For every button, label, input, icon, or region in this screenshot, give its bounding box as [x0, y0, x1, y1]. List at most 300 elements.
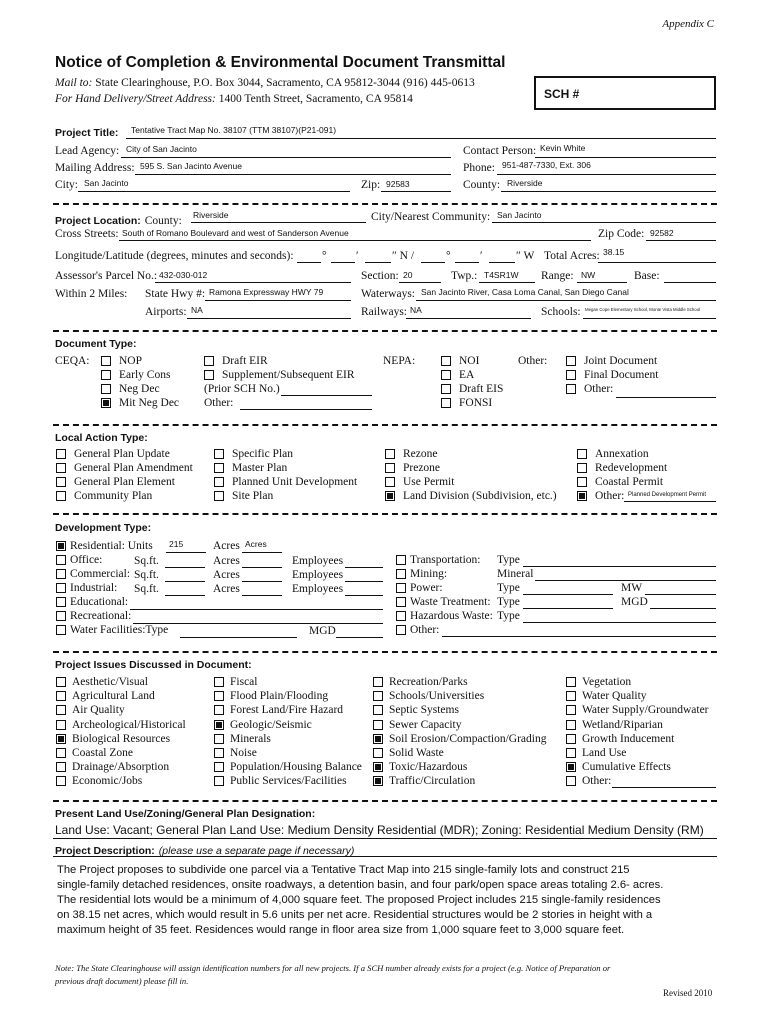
project-description-label: Project Description: (please use a separate page if necessary): [55, 845, 355, 857]
issue-soil-erosion-compaction-grading-checkbox[interactable]: [373, 734, 383, 744]
power-checkbox[interactable]: [396, 583, 406, 593]
issue-toxic-hazardous-checkbox[interactable]: [373, 762, 383, 772]
water-label: Water Facilities:Type: [70, 624, 169, 636]
lat-min-field[interactable]: [331, 262, 355, 263]
local-general-plan-amendment-label: General Plan Amendment: [74, 462, 193, 474]
land-use-heading: Present Land Use/Zoning/General Plan Designation:: [55, 808, 316, 820]
community-value: San Jacinto: [497, 210, 542, 220]
issue-recreation-parks-label: Recreation/Parks: [389, 676, 468, 688]
state-hwy-field[interactable]: [205, 300, 351, 301]
local-general-plan-element-checkbox[interactable]: [56, 477, 66, 487]
waste-type-label: Type: [497, 596, 520, 608]
local-general-plan-update-label: General Plan Update: [74, 448, 170, 460]
west-label: ″ W: [516, 250, 535, 262]
issue-archeological-historical-label: Archeological/Historical: [72, 718, 186, 731]
doc-joint-document-checkbox[interactable]: [566, 356, 576, 366]
issue-flood-plain-flooding-checkbox[interactable]: [214, 691, 224, 701]
local-redevelopment-checkbox[interactable]: [577, 463, 587, 473]
section-divider: [53, 513, 717, 515]
residential-label: Residential: Units: [70, 540, 153, 552]
local-land-division-subdivision-etc-checkbox[interactable]: [385, 491, 395, 501]
local-general-plan-update-checkbox[interactable]: [56, 449, 66, 459]
apn-value: 432-030-012: [159, 270, 208, 280]
waste-mgd-field[interactable]: [650, 608, 716, 609]
issue-other-label: Other:: [582, 775, 612, 788]
supplement-eir-checkbox[interactable]: [204, 370, 214, 380]
revised-label: Revised 2010: [663, 988, 713, 998]
sqft-label: Sq.ft.: [134, 583, 159, 595]
employees-label: Employees: [292, 583, 344, 595]
issue-wetland-riparian-label: Wetland/Riparian: [582, 718, 663, 731]
issue-archeological-historical-checkbox[interactable]: [56, 720, 66, 730]
railways-field[interactable]: [406, 318, 531, 319]
issue-toxic-hazardous-label: Toxic/Hazardous: [389, 761, 468, 774]
mining-label: Mining:: [410, 568, 448, 580]
doc-final-document-checkbox[interactable]: [566, 370, 576, 380]
long-deg-field[interactable]: [421, 262, 445, 263]
acres-unit-label: Acres: [213, 555, 240, 567]
local-community-plan-checkbox[interactable]: [56, 491, 66, 501]
issue-fiscal-label: Fiscal: [230, 676, 258, 688]
doc-other-label: Other:: [584, 383, 614, 395]
min-symbol: ′: [480, 250, 483, 262]
zip-code-field[interactable]: [646, 240, 716, 241]
acres-unit-label: Acres: [213, 583, 240, 595]
issue-cumulative-effects-checkbox[interactable]: [566, 762, 576, 772]
sqft-field[interactable]: [165, 567, 205, 568]
description-line: maximum height of 35 feet. Residences would range in floor area size from 1,000 square feet to 3,000 square feet.: [57, 924, 625, 936]
issue-drainage-absorption-checkbox[interactable]: [56, 762, 66, 772]
zip-field[interactable]: [381, 191, 451, 192]
county-field[interactable]: [501, 191, 716, 192]
min-symbol: ′: [356, 250, 359, 262]
issue-population-housing-balance-label: Population/Housing Balance: [230, 761, 362, 774]
railways-value: NA: [410, 305, 422, 315]
county-value: Riverside: [507, 178, 543, 188]
water-checkbox[interactable]: [56, 625, 66, 635]
community-field[interactable]: [492, 222, 716, 223]
issue-growth-inducement-checkbox[interactable]: [566, 734, 576, 744]
mail-to-line: Mail to: State Clearinghouse, P.O. Box 3044, Sacramento, CA 95812-3044 (916) 445-0613: [55, 77, 475, 89]
issue-minerals-label: Minerals: [230, 732, 271, 745]
latlong-label: Longitude/Latitude (degrees, minutes and seconds):: [55, 250, 294, 262]
issue-coastal-zone-label: Coastal Zone: [72, 747, 133, 759]
nepa-fonsi-checkbox[interactable]: [441, 398, 451, 408]
ceqa-label: CEQA:: [55, 355, 90, 367]
local-action-heading: Local Action Type:: [55, 432, 148, 444]
issue-solid-waste-checkbox[interactable]: [373, 748, 383, 758]
issue-schools-universities-checkbox[interactable]: [373, 691, 383, 701]
twp-field[interactable]: [479, 282, 535, 283]
issue-schools-universities-label: Schools/Universities: [389, 690, 485, 703]
dev-acres-value: Acres: [245, 539, 267, 549]
contact-person-label: Contact Person:: [463, 145, 537, 157]
total-acres-label: Total Acres:: [544, 250, 600, 262]
employees-field[interactable]: [345, 581, 383, 582]
recreational-checkbox[interactable]: [56, 611, 66, 621]
nepa-label: NEPA:: [383, 355, 416, 367]
base-field[interactable]: [664, 282, 716, 283]
other-label: Other:: [410, 624, 440, 636]
issue-water-supply-groundwater-checkbox[interactable]: [566, 705, 576, 715]
prior-sch-field[interactable]: [281, 395, 372, 396]
local-specific-plan-label: Specific Plan: [232, 448, 293, 460]
employees-field[interactable]: [345, 595, 383, 596]
waterways-label: Waterways:: [361, 288, 415, 300]
issue-wetland-riparian-checkbox[interactable]: [566, 720, 576, 730]
project-location-label: Project Location: County:: [55, 215, 182, 227]
industrial-checkbox[interactable]: [56, 583, 66, 593]
nop-checkbox[interactable]: [101, 356, 111, 366]
sch-number-box[interactable]: SCH #: [534, 76, 716, 110]
issue-traffic-circulation-label: Traffic/Circulation: [389, 775, 476, 788]
issue-minerals-checkbox[interactable]: [214, 734, 224, 744]
state-hwy-label: State Hwy #:: [145, 288, 206, 300]
issue-agricultural-land-checkbox[interactable]: [56, 691, 66, 701]
phone-label: Phone:: [463, 162, 495, 174]
acres-label: Acres: [213, 540, 240, 552]
issue-coastal-zone-checkbox[interactable]: [56, 748, 66, 758]
neg-dec-label: Neg Dec: [119, 383, 160, 395]
waste-label: Waste Treatment:: [410, 596, 491, 608]
issue-air-quality-label: Air Quality: [72, 704, 125, 717]
hazardous-checkbox[interactable]: [396, 611, 406, 621]
local-land-division-subdivision-etc-label: Land Division (Subdivision, etc.): [403, 490, 557, 502]
local-use-permit-label: Use Permit: [403, 476, 455, 488]
issue-fiscal-checkbox[interactable]: [214, 677, 224, 687]
local-planned-unit-development-label: Planned Unit Development: [232, 476, 358, 488]
recreational-field[interactable]: [133, 623, 383, 624]
development-type-heading: Development Type:: [55, 522, 152, 534]
airports-label: Airports:: [145, 306, 187, 318]
issue-septic-systems-checkbox[interactable]: [373, 705, 383, 715]
local-coastal-permit-label: Coastal Permit: [595, 476, 664, 488]
contact-person-field[interactable]: [535, 157, 716, 158]
project-title-label: Project Title:: [55, 127, 119, 139]
nepa-draft-eis-checkbox[interactable]: [441, 384, 451, 394]
twp-value: T4SR1W: [484, 270, 519, 280]
issue-economic-jobs-checkbox[interactable]: [56, 776, 66, 786]
railways-label: Railways:: [361, 306, 407, 318]
issue-agricultural-land-label: Agricultural Land: [72, 690, 155, 703]
state-hwy-value: Ramona Expressway HWY 79: [209, 287, 324, 297]
issue-forest-land-fire-hazard-label: Forest Land/Fire Hazard: [230, 704, 344, 717]
issue-cumulative-effects-label: Cumulative Effects: [582, 761, 671, 774]
waste-checkbox[interactable]: [396, 597, 406, 607]
zip-code-value: 92582: [650, 228, 674, 238]
nepa-draft-eis-label: Draft EIS: [459, 383, 504, 395]
hand-delivery-line: For Hand Delivery/Street Address: 1400 Tenth Street, Sacramento, CA 95814: [55, 93, 413, 105]
land-use-value: Land Use: Vacant; General Plan Land Use: Medium Density Residential (MDR); Zoning: Residential Medium Density (RM): [55, 823, 704, 837]
issue-population-housing-balance-checkbox[interactable]: [214, 762, 224, 772]
local-general-plan-element-label: General Plan Element: [74, 476, 175, 488]
issue-flood-plain-flooding-label: Flood Plain/Flooding: [230, 690, 329, 703]
issue-traffic-circulation-checkbox[interactable]: [373, 776, 383, 786]
transportation-label: Transportation:: [410, 554, 481, 566]
early-cons-label: Early Cons: [119, 369, 171, 381]
issue-noise-checkbox[interactable]: [214, 748, 224, 758]
issue-land-use-label: Land Use: [582, 747, 627, 759]
mineral-field[interactable]: [535, 580, 716, 581]
issue-other-checkbox[interactable]: [566, 776, 576, 786]
power-type-field[interactable]: [523, 594, 613, 595]
mining-checkbox[interactable]: [396, 569, 406, 579]
acres-field[interactable]: [242, 567, 282, 568]
mailing-address-value: 595 S. San Jacinto Avenue: [140, 161, 242, 171]
dev-other-field[interactable]: [442, 636, 716, 637]
local-site-plan-checkbox[interactable]: [214, 491, 224, 501]
local-site-plan-label: Site Plan: [232, 490, 274, 502]
local-community-plan-label: Community Plan: [74, 490, 153, 502]
local-coastal-permit-checkbox[interactable]: [577, 477, 587, 487]
section-value: 20: [403, 270, 413, 280]
prior-sch-label: (Prior SCH No.): [204, 383, 280, 395]
issues-heading: Project Issues Discussed in Document:: [55, 659, 252, 671]
hazardous-type-field[interactable]: [523, 622, 716, 623]
apn-label: Assessor's Parcel No.:: [55, 270, 158, 282]
lead-agency-field[interactable]: [121, 157, 451, 158]
issue-water-quality-label: Water Quality: [582, 690, 647, 703]
doc-final-document-label: Final Document: [584, 369, 659, 381]
draft-eir-label: Draft EIR: [222, 355, 268, 367]
local-annexation-label: Annexation: [595, 448, 649, 460]
local-specific-plan-checkbox[interactable]: [214, 449, 224, 459]
appendix-label: Appendix C: [662, 18, 714, 30]
transport-type-field[interactable]: [523, 566, 716, 567]
local-general-plan-amendment-checkbox[interactable]: [56, 463, 66, 473]
mineral-label: Mineral: [497, 568, 534, 580]
issue-sewer-capacity-checkbox[interactable]: [373, 720, 383, 730]
schools-field[interactable]: [583, 318, 716, 319]
issue-geologic-seismic-checkbox[interactable]: [214, 720, 224, 730]
apn-field[interactable]: [155, 282, 351, 283]
footer-note-line-2: previous draft document) please fill in.: [55, 976, 189, 986]
local-redevelopment-label: Redevelopment: [595, 462, 668, 474]
issue-land-use-checkbox[interactable]: [566, 748, 576, 758]
local-rezone-label: Rezone: [403, 448, 438, 460]
description-line: on 38.15 net acres, which would result in 5.6 units per net acre. Residential structures would be 2 stories in height with a: [57, 909, 653, 921]
cross-streets-field[interactable]: [119, 240, 591, 241]
zip-code-label: Zip Code:: [598, 228, 645, 240]
issue-economic-jobs-label: Economic/Jobs: [72, 775, 143, 788]
acres-field[interactable]: [242, 595, 282, 596]
issue-aesthetic-visual-label: Aesthetic/Visual: [72, 676, 148, 688]
mgd-label: MGD: [309, 625, 336, 637]
north-label: ″ N /: [392, 250, 415, 262]
educational-label: Educational:: [70, 596, 129, 608]
educational-checkbox[interactable]: [56, 597, 66, 607]
lead-agency-value: City of San Jacinto: [126, 144, 197, 154]
issue-drainage-absorption-label: Drainage/Absorption: [72, 761, 170, 774]
transportation-checkbox[interactable]: [396, 555, 406, 565]
cross-streets-value: South of Romano Boulevard and west of Sanderson Avenue: [122, 228, 349, 238]
issue-public-services-facilities-checkbox[interactable]: [214, 776, 224, 786]
section-divider: [53, 330, 717, 332]
educational-field[interactable]: [130, 609, 383, 610]
location-county-value: Riverside: [193, 210, 229, 220]
description-divider: [53, 856, 717, 857]
waterways-field[interactable]: [416, 300, 716, 301]
hazardous-type-label: Type: [497, 610, 520, 622]
issue-geologic-seismic-label: Geologic/Seismic: [230, 718, 312, 731]
units-value: 215: [169, 539, 184, 549]
acres-unit-label: Acres: [213, 569, 240, 581]
issue-biological-resources-label: Biological Resources: [72, 732, 171, 745]
cross-streets-label: Cross Streets:: [55, 228, 119, 240]
project-title-value: Tentative Tract Map No. 38107 (TTM 38107)(P21-091): [131, 125, 337, 135]
range-label: Range:: [541, 270, 574, 282]
local-master-plan-checkbox[interactable]: [214, 463, 224, 473]
twp-label: Twp.:: [451, 270, 478, 282]
office-label: Office:: [70, 554, 103, 566]
city-label: City:: [55, 179, 79, 191]
location-county-field[interactable]: [191, 222, 366, 223]
issue-public-services-facilities-label: Public Services/Facilities: [230, 775, 347, 788]
city-field[interactable]: [78, 191, 350, 192]
doc-other-checkbox[interactable]: [566, 384, 576, 394]
issues-other-field[interactable]: [612, 787, 716, 788]
mw-field[interactable]: [645, 594, 716, 595]
description-line: The Project proposes to subdivide one parcel via a Tentative Tract Map into 215 single-family lots and construct 215: [57, 864, 630, 876]
section-label: Section:: [361, 270, 399, 282]
ceqa-other-label: Other:: [204, 397, 234, 409]
water-type-field[interactable]: [180, 637, 297, 638]
nepa-ea-checkbox[interactable]: [441, 370, 451, 380]
lat-sec-field[interactable]: [365, 262, 391, 263]
mailing-address-label: Mailing Address:: [55, 162, 135, 174]
total-acres-value: 38.15: [603, 247, 625, 257]
transport-type-label: Type: [497, 554, 520, 566]
base-label: Base:: [634, 270, 660, 282]
issue-vegetation-checkbox[interactable]: [566, 677, 576, 687]
local-other-field[interactable]: [624, 501, 716, 502]
total-acres-field[interactable]: [598, 262, 716, 263]
issue-soil-erosion-compaction-grading-label: Soil Erosion/Compaction/Grading: [389, 732, 547, 745]
residential-checkbox[interactable]: [56, 541, 66, 551]
early-cons-checkbox[interactable]: [101, 370, 111, 380]
local-other-label: Other:: [595, 490, 625, 502]
local-use-permit-checkbox[interactable]: [385, 477, 395, 487]
section-field[interactable]: [399, 282, 441, 283]
phone-field[interactable]: [497, 174, 716, 175]
description-line: single-family detached residences, onsite roadways, a detention basin, and four park/open space areas totaling 2.6- acres.: [57, 879, 664, 891]
power-label: Power:: [410, 582, 443, 594]
long-min-field[interactable]: [455, 262, 479, 263]
local-other-value: Planned Development Permit: [628, 492, 707, 498]
local-annexation-checkbox[interactable]: [577, 449, 587, 459]
nop-label: NOP: [119, 355, 143, 367]
local-prezone-label: Prezone: [403, 462, 441, 474]
sqft-field[interactable]: [165, 581, 205, 582]
office-checkbox[interactable]: [56, 555, 66, 565]
nepa-ea-label: EA: [459, 369, 475, 381]
waterways-value: San Jacinto River, Casa Loma Canal, San Diego Canal: [421, 287, 629, 297]
issue-forest-land-fire-hazard-checkbox[interactable]: [214, 705, 224, 715]
issue-noise-label: Noise: [230, 747, 257, 759]
document-type-heading: Document Type:: [55, 338, 137, 350]
employees-label: Employees: [292, 555, 344, 567]
nepa-noi-label: NOI: [459, 355, 480, 367]
within-2-miles-label: Within 2 Miles:: [55, 288, 128, 300]
employees-label: Employees: [292, 569, 344, 581]
issue-water-quality-checkbox[interactable]: [566, 691, 576, 701]
local-prezone-checkbox[interactable]: [385, 463, 395, 473]
dev-acres-field[interactable]: [242, 552, 282, 553]
project-title-field[interactable]: [126, 138, 716, 139]
sqft-label: Sq.ft.: [134, 555, 159, 567]
issue-water-supply-groundwater-label: Water Supply/Groundwater: [582, 704, 709, 717]
units-field[interactable]: [166, 552, 206, 553]
ceqa-other-field[interactable]: [240, 409, 372, 410]
issue-aesthetic-visual-checkbox[interactable]: [56, 677, 66, 687]
schools-value: Megan Cope Elementary School, Monte Vista Middle School: [585, 307, 701, 312]
draft-eir-checkbox[interactable]: [204, 356, 214, 366]
community-label: City/Nearest Community:: [371, 211, 491, 223]
sqft-label: Sq.ft.: [134, 569, 159, 581]
mgd-label-2: MGD: [621, 596, 648, 608]
lead-agency-label: Lead Agency:: [55, 145, 120, 157]
issue-air-quality-checkbox[interactable]: [56, 705, 66, 715]
lat-deg-field[interactable]: [297, 262, 321, 263]
acres-field[interactable]: [242, 581, 282, 582]
doc-other-label: Other:: [518, 355, 548, 367]
range-value: NW: [581, 270, 596, 280]
issue-sewer-capacity-label: Sewer Capacity: [389, 718, 462, 731]
deg-symbol: °: [322, 250, 327, 262]
local-master-plan-label: Master Plan: [232, 462, 288, 474]
sqft-field[interactable]: [165, 595, 205, 596]
airports-field[interactable]: [187, 318, 351, 319]
phone-value: 951-487-7330, Ext. 306: [502, 160, 591, 170]
local-planned-unit-development-checkbox[interactable]: [214, 477, 224, 487]
mit-neg-dec-label: Mit Neg Dec: [119, 397, 180, 409]
commercial-checkbox[interactable]: [56, 569, 66, 579]
employees-field[interactable]: [345, 567, 383, 568]
local-rezone-checkbox[interactable]: [385, 449, 395, 459]
deg-symbol: °: [446, 250, 451, 262]
schools-label: Schools:: [541, 306, 581, 318]
issue-recreation-parks-checkbox[interactable]: [373, 677, 383, 687]
section-divider: [53, 424, 717, 426]
doc-other-field[interactable]: [616, 397, 716, 398]
issue-solid-waste-label: Solid Waste: [389, 747, 444, 759]
recreational-label: Recreational:: [70, 610, 132, 622]
mailing-address-field[interactable]: [135, 174, 451, 175]
form-title: Notice of Completion & Environmental Document Transmittal: [55, 54, 506, 71]
mit-neg-dec-checkbox[interactable]: [101, 398, 111, 408]
airports-value: NA: [191, 305, 203, 315]
industrial-label: Industrial:: [70, 582, 118, 594]
waste-type-field[interactable]: [523, 608, 613, 609]
nepa-fonsi-label: FONSI: [459, 397, 493, 409]
issue-biological-resources-checkbox[interactable]: [56, 734, 66, 744]
section-divider: [53, 203, 717, 205]
other-checkbox[interactable]: [396, 625, 406, 635]
long-sec-field[interactable]: [489, 262, 515, 263]
section-divider: [53, 800, 717, 802]
land-use-underline: [53, 838, 717, 839]
mw-label: MW: [621, 582, 643, 594]
nepa-noi-checkbox[interactable]: [441, 356, 451, 366]
power-type-label: Type: [497, 582, 520, 594]
issue-growth-inducement-label: Growth Inducement: [582, 732, 675, 745]
local-other-checkbox[interactable]: [577, 491, 587, 501]
water-mgd-field[interactable]: [336, 637, 383, 638]
county-label: County:: [463, 179, 501, 191]
commercial-label: Commercial:: [70, 568, 131, 580]
neg-dec-checkbox[interactable]: [101, 384, 111, 394]
range-field[interactable]: [577, 282, 627, 283]
